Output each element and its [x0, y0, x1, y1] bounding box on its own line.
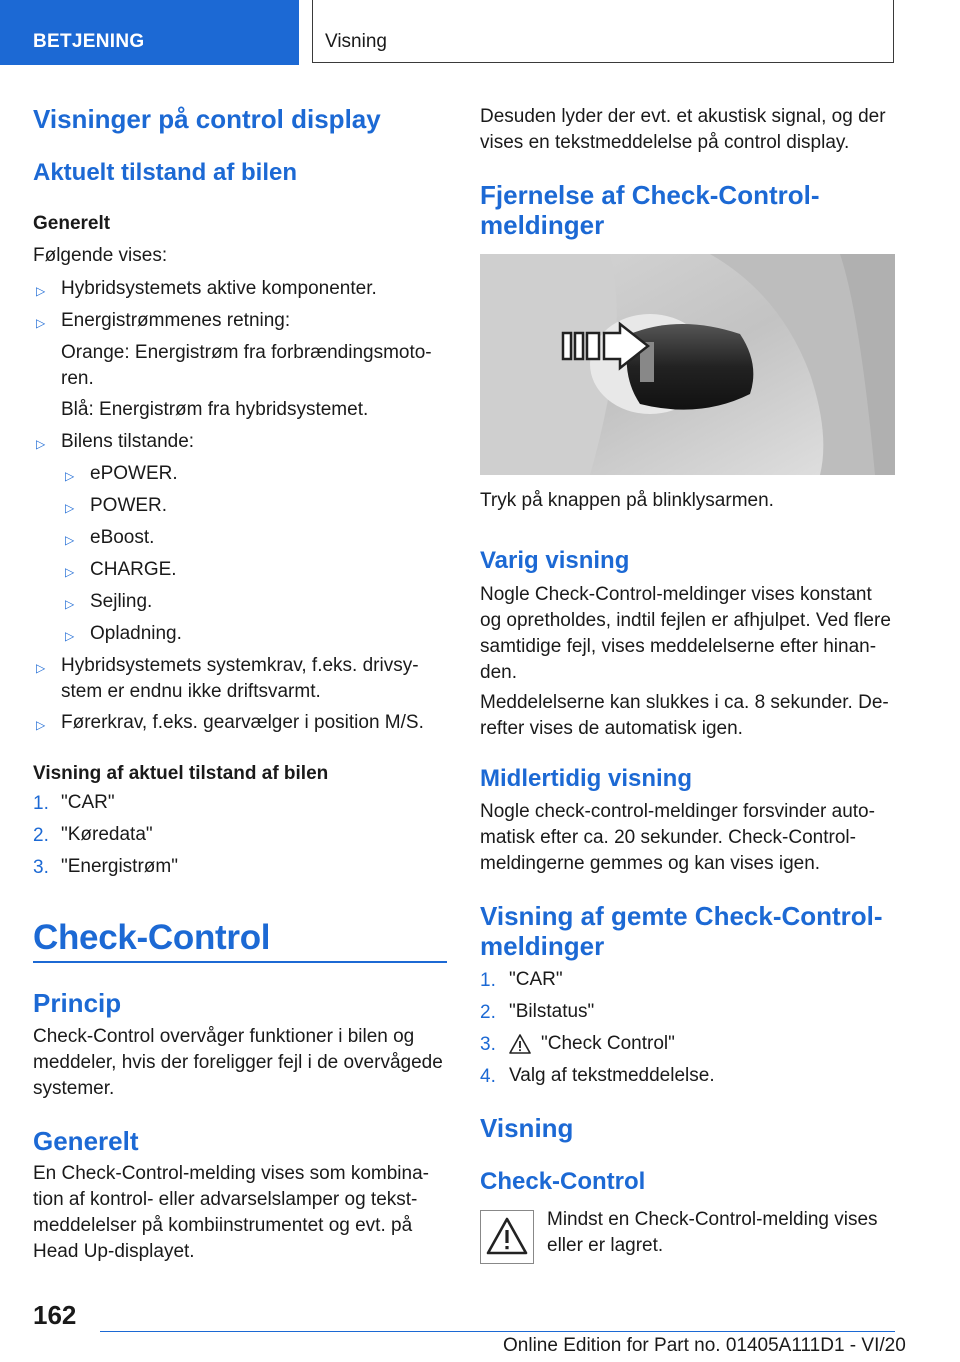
sub-list-item: CHARGE.: [90, 559, 177, 580]
bullet-triangle-icon: ▷: [36, 718, 46, 732]
midl-line: matisk efter ca. 20 sekunder. Check-Control-: [480, 827, 856, 848]
fjern-title-cont: meldinger: [480, 210, 605, 240]
midl-line: meldingerne gemmes og kan vises igen.: [480, 853, 821, 874]
step-text: "Energistrøm": [61, 856, 178, 877]
footer-rule: [100, 1331, 895, 1332]
generelt-line: tion af kontrol- eller advarselslamper og tekst‐: [33, 1189, 418, 1210]
chapter-label: Visning: [325, 31, 387, 52]
page-title: Visninger på control display: [33, 104, 381, 134]
bullet-triangle-icon: ▷: [36, 437, 46, 451]
step-number: 1.: [480, 970, 496, 991]
varig-title: Varig visning: [480, 547, 630, 574]
list-item: Hybridsystemets aktive komponenter.: [61, 278, 377, 299]
step-text: "CAR": [61, 792, 115, 813]
bullet-triangle-icon: ▷: [36, 284, 46, 298]
step-number: 3.: [33, 857, 49, 878]
chapter-box: [312, 0, 894, 63]
step-text: "Check Control": [541, 1033, 675, 1054]
bullet-triangle-icon: ▷: [65, 565, 75, 579]
gemte-title: Visning af gemte Check-Control-: [480, 901, 883, 931]
orange-text-cont: ren.: [61, 368, 94, 389]
list-item: Hybridsystemets systemkrav, f.eks. drivsy‐: [61, 655, 419, 676]
sub-list-item: eBoost.: [90, 527, 155, 548]
varig-line: samtidige fejl, vises meddelelserne efter hinan‐: [480, 636, 877, 657]
cc-line: Mindst en Check-Control-melding vises: [547, 1209, 878, 1230]
warning-box: [480, 1210, 534, 1264]
fjern-caption: Tryk på knappen på blinklysarmen.: [480, 490, 774, 511]
step-text: "Køredata": [61, 824, 153, 845]
varig-line: og opretholdes, indtil fejlen er afhjulpet. Ved flere: [480, 610, 891, 631]
step-number: 2.: [33, 825, 49, 846]
step-number: 1.: [33, 793, 49, 814]
bullet-triangle-icon: ▷: [65, 469, 75, 483]
cc-line: eller er lagret.: [547, 1235, 664, 1256]
list-item: Bilens tilstande:: [61, 431, 195, 452]
section-tab[interactable]: [0, 0, 299, 65]
list-item-cont: stem er endnu ikke driftsvarmt.: [61, 681, 321, 702]
intro-text: Følgende vises:: [33, 245, 168, 266]
check-control-title: Check-Control: [33, 918, 271, 957]
princip-line: meddeler, hvis der foreligger fejl i de overvågede: [33, 1052, 443, 1073]
generelt-label: Generelt: [33, 213, 111, 234]
cc-title: Check-Control: [480, 1168, 646, 1195]
blinker-lever-photo: [480, 254, 895, 475]
step-number: 4.: [480, 1066, 496, 1087]
varig-line: Nogle Check-Control-meldinger vises konstant: [480, 584, 872, 605]
generelt-line: Head Up-displayet.: [33, 1241, 195, 1262]
gemte-title-cont: meldinger: [480, 931, 605, 961]
orange-text: Orange: Energistrøm fra forbrændingsmoto‐: [61, 342, 432, 363]
midl-title: Midlertidig visning: [480, 765, 693, 792]
sub-list-item: Sejling.: [90, 591, 153, 612]
intro-line: vises en tekstmeddelelse på control display.: [480, 132, 850, 153]
slukkes-line: refter vises de automatisk igen.: [480, 718, 743, 739]
section-rule: [33, 961, 447, 963]
bullet-triangle-icon: ▷: [65, 629, 75, 643]
list-item: Førerkrav, f.eks. gearvælger i position M/S.: [61, 712, 424, 733]
generelt-title: Generelt: [33, 1126, 139, 1156]
bullet-triangle-icon: ▷: [65, 597, 75, 611]
bullet-triangle-icon: ▷: [36, 316, 46, 330]
blue-text: Blå: Energistrøm fra hybridsystemet.: [61, 399, 369, 420]
midl-line: Nogle check-control-meldinger forsvinder auto‐: [480, 801, 875, 822]
generelt-line: meddelelser på kombiinstrumentet og evt. på: [33, 1215, 413, 1236]
fjern-title: Fjernelse af Check-Control-: [480, 180, 820, 210]
princip-line: systemer.: [33, 1078, 115, 1099]
warning-triangle-icon: [481, 1211, 533, 1263]
intro-line: Desuden lyder der evt. et akustisk signal, og der: [480, 106, 886, 127]
visning-title: Visning: [480, 1113, 574, 1143]
page-number: 162: [33, 1300, 77, 1330]
step-number: 3.: [480, 1034, 496, 1055]
step-text: "Bilstatus": [509, 1001, 595, 1022]
princip-line: Check-Control overvåger funktioner i bilen og: [33, 1026, 415, 1047]
step-number: 2.: [480, 1002, 496, 1023]
step-text: "CAR": [509, 969, 563, 990]
warning-triangle-icon: [509, 1034, 531, 1054]
list-item: Energistrømmenes retning:: [61, 310, 291, 331]
bullet-triangle-icon: ▷: [65, 501, 75, 515]
bullet-triangle-icon: ▷: [36, 661, 46, 675]
varig-line: den.: [480, 662, 517, 683]
visning-label: Visning af aktuel tilstand af bilen: [33, 763, 329, 784]
step-text: Valg af tekstmeddelelse.: [509, 1065, 715, 1086]
sub-list-item: Opladning.: [90, 623, 182, 644]
bullet-triangle-icon: ▷: [65, 533, 75, 547]
subtitle: Aktuelt tilstand af bilen: [33, 159, 298, 186]
sub-list-item: ePOWER.: [90, 463, 178, 484]
edition-text: Online Edition for Part no. 01405A111D1 - VI/20: [503, 1335, 906, 1356]
generelt-line: En Check-Control-melding vises som kombina‐: [33, 1163, 429, 1184]
sub-list-item: POWER.: [90, 495, 168, 516]
princip-title: Princip: [33, 988, 122, 1018]
section-label: BETJENING: [33, 31, 145, 52]
slukkes-line: Meddelelserne kan slukkes i ca. 8 sekunder. De‐: [480, 692, 889, 713]
